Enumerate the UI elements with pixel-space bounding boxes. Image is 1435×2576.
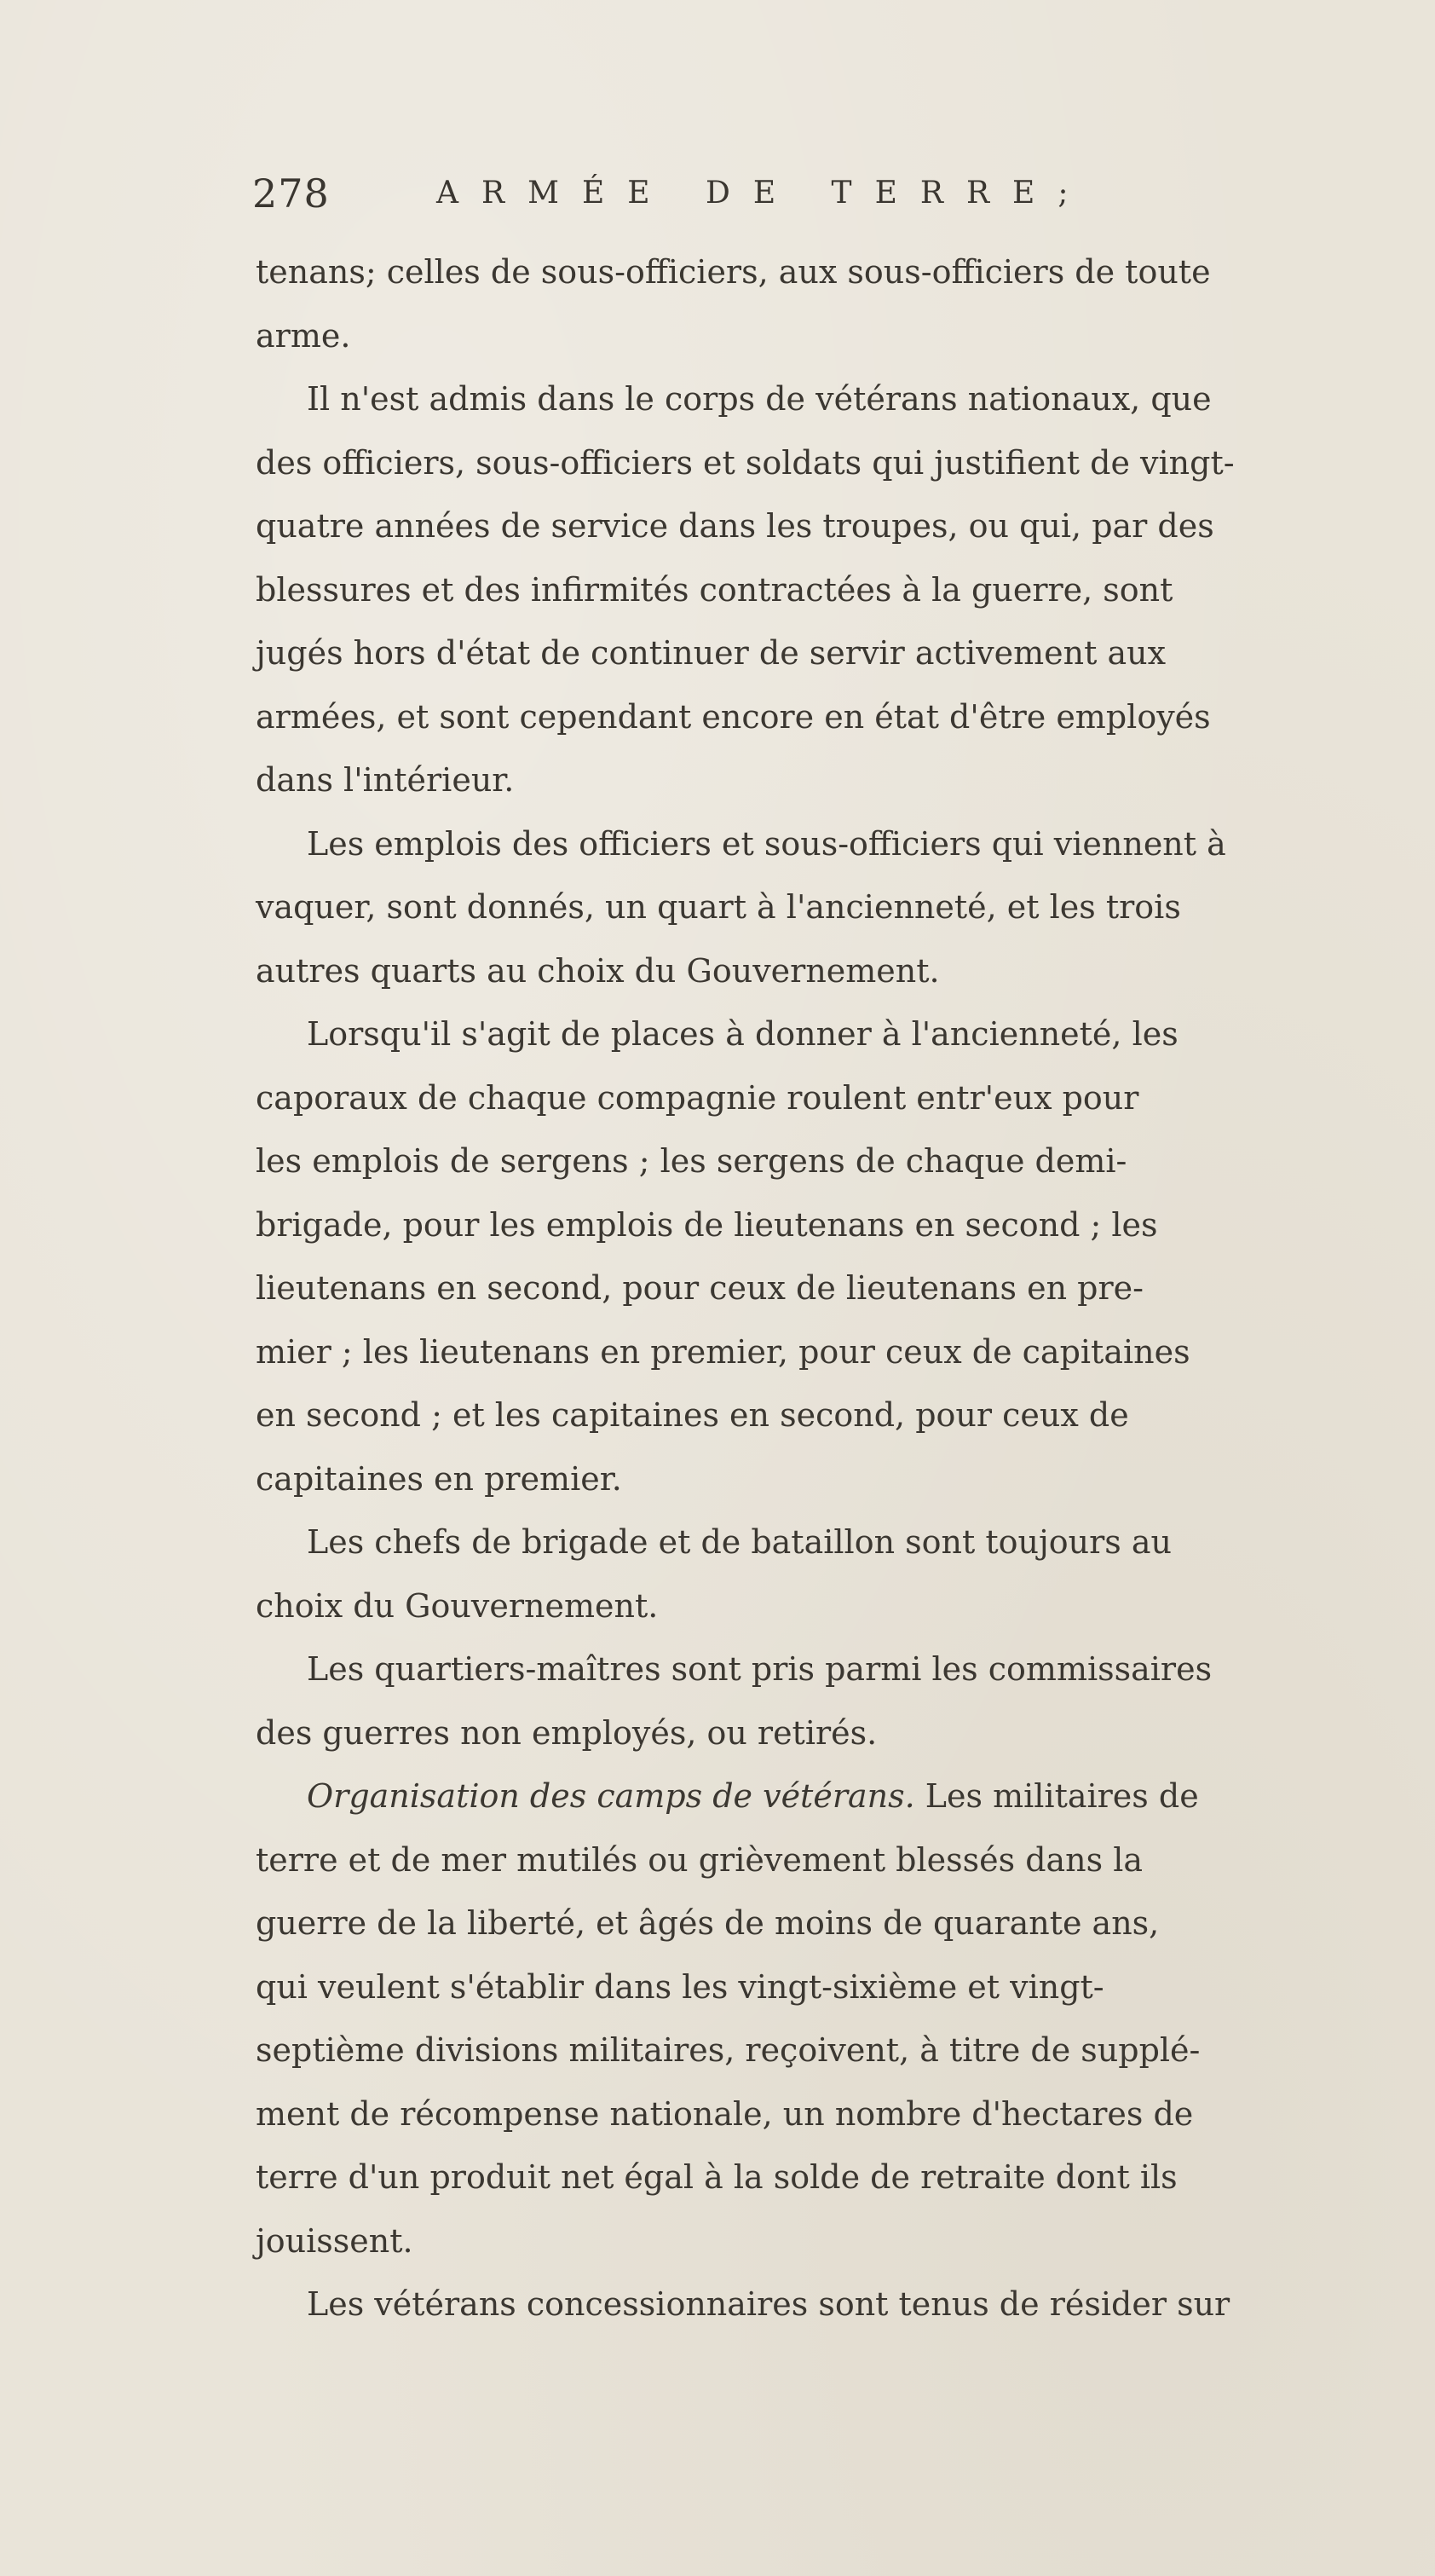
text-line	[256, 431, 1435, 495]
line-text: dans l'intérieur.	[256, 761, 515, 799]
text-line	[256, 1828, 1435, 1892]
text-line	[256, 1066, 1435, 1130]
text-line	[256, 1256, 1435, 1320]
line-text: choix du Gouvernement.	[256, 1586, 659, 1625]
text-line	[256, 748, 1435, 812]
line-text: armées, et sont cependant encore en état d'être employés	[256, 697, 1211, 736]
text-line	[256, 494, 1435, 558]
line-text: terre d'un produit net égal à la solde de retraite dont ils	[256, 2158, 1178, 2196]
text-line	[256, 2146, 1435, 2209]
line-text: Lorsqu'il s'agit de places à donner à l'ancienneté, les	[307, 1015, 1179, 1053]
text-line	[256, 1955, 1435, 2019]
line-text: vaquer, sont donnés, un quart à l'ancienneté, et les trois	[256, 888, 1181, 926]
page-number: 278	[252, 170, 330, 217]
line-text: ment de récompense nationale, un nombre d'hectares de	[256, 2094, 1194, 2133]
text-line	[256, 1193, 1435, 1257]
line-text: autres quarts au choix du Gouvernement.	[256, 951, 940, 990]
text-line	[256, 1892, 1435, 1955]
text-line	[256, 304, 1435, 368]
text-line	[256, 1129, 1435, 1193]
body-text	[256, 240, 1435, 2336]
page-header	[252, 164, 1435, 223]
line-text: Les chefs de brigade et de bataillon sont toujours au	[307, 1523, 1172, 1561]
line-text: blessures et des infirmités contractées à la guerre, sont	[256, 570, 1173, 609]
line-text: Il n'est admis dans le corps de vétérans nationaux, que	[307, 380, 1212, 418]
text-line	[256, 875, 1435, 939]
line-text: mier ; les lieutenans en premier, pour ceux de capitaines	[256, 1332, 1190, 1371]
text-line	[256, 1002, 1435, 1066]
text-line	[256, 685, 1435, 749]
line-text: caporaux de chaque compagnie roulent entr'eux pour	[256, 1078, 1139, 1117]
line-text: Les emplois des officiers et sous-officiers qui viennent à	[307, 824, 1226, 863]
line-text: lieutenans en second, pour ceux de lieutenans en pre-	[256, 1269, 1144, 1307]
text-line	[256, 812, 1435, 876]
text-line	[256, 1510, 1435, 1574]
line-text: les emplois de sergens ; les sergens de chaque demi-	[256, 1142, 1127, 1180]
text-line	[256, 240, 1435, 304]
line-text: Les vétérans concessionnaires sont tenus de résider sur	[307, 2285, 1230, 2323]
line-text: septième divisions militaires, reçoivent, à titre de supplé-	[256, 2031, 1201, 2069]
text-line	[256, 621, 1435, 685]
line-text: Les militaires de	[914, 1777, 1199, 1815]
text-line	[256, 1574, 1435, 1638]
text-line	[256, 2019, 1435, 2082]
text-line	[256, 1320, 1435, 1384]
text-line	[256, 1447, 1435, 1511]
line-text: Les quartiers-maîtres sont pris parmi les commissaires	[307, 1650, 1213, 1688]
text-line	[256, 1765, 1435, 1828]
line-text: quatre années de service dans les troupes, ou qui, par des	[256, 507, 1214, 545]
text-line	[256, 2273, 1435, 2336]
line-text: capitaines en premier.	[256, 1459, 622, 1498]
line-text: terre et de mer mutilés ou grièvement blessés dans la	[256, 1840, 1144, 1879]
line-text: en second ; et les capitaines en second, pour ceux de	[256, 1396, 1129, 1434]
line-text: des guerres non employés, ou retirés.	[256, 1713, 878, 1752]
running-title: ARMÉE DE TERRE;	[436, 176, 1092, 211]
text-line	[256, 367, 1435, 431]
line-text: des officiers, sous-officiers et soldats qui justifient de vingt-	[256, 443, 1235, 482]
text-line	[256, 1383, 1435, 1447]
text-line	[256, 558, 1435, 622]
line-text: guerre de la liberté, et âgés de moins de quarante ans,	[256, 1904, 1160, 1942]
text-line	[256, 2209, 1435, 2273]
text-line	[256, 2082, 1435, 2146]
text-line	[256, 1637, 1435, 1701]
line-text: tenans; celles de sous-officiers, aux sous-officiers de toute	[256, 253, 1211, 291]
line-text: qui veulent s'établir dans les vingt-sixième et vingt-	[256, 1967, 1104, 2006]
line-text: arme.	[256, 316, 351, 355]
line-text: brigade, pour les emplois de lieutenans en second ; les	[256, 1205, 1158, 1244]
text-line	[256, 1701, 1435, 1765]
section-heading-italic: Organisation des camps de vétérans.	[307, 1777, 915, 1815]
line-text: jouissent.	[256, 2221, 413, 2260]
line-text: jugés hors d'état de continuer de servir activement aux	[256, 634, 1167, 672]
text-line	[256, 939, 1435, 1003]
